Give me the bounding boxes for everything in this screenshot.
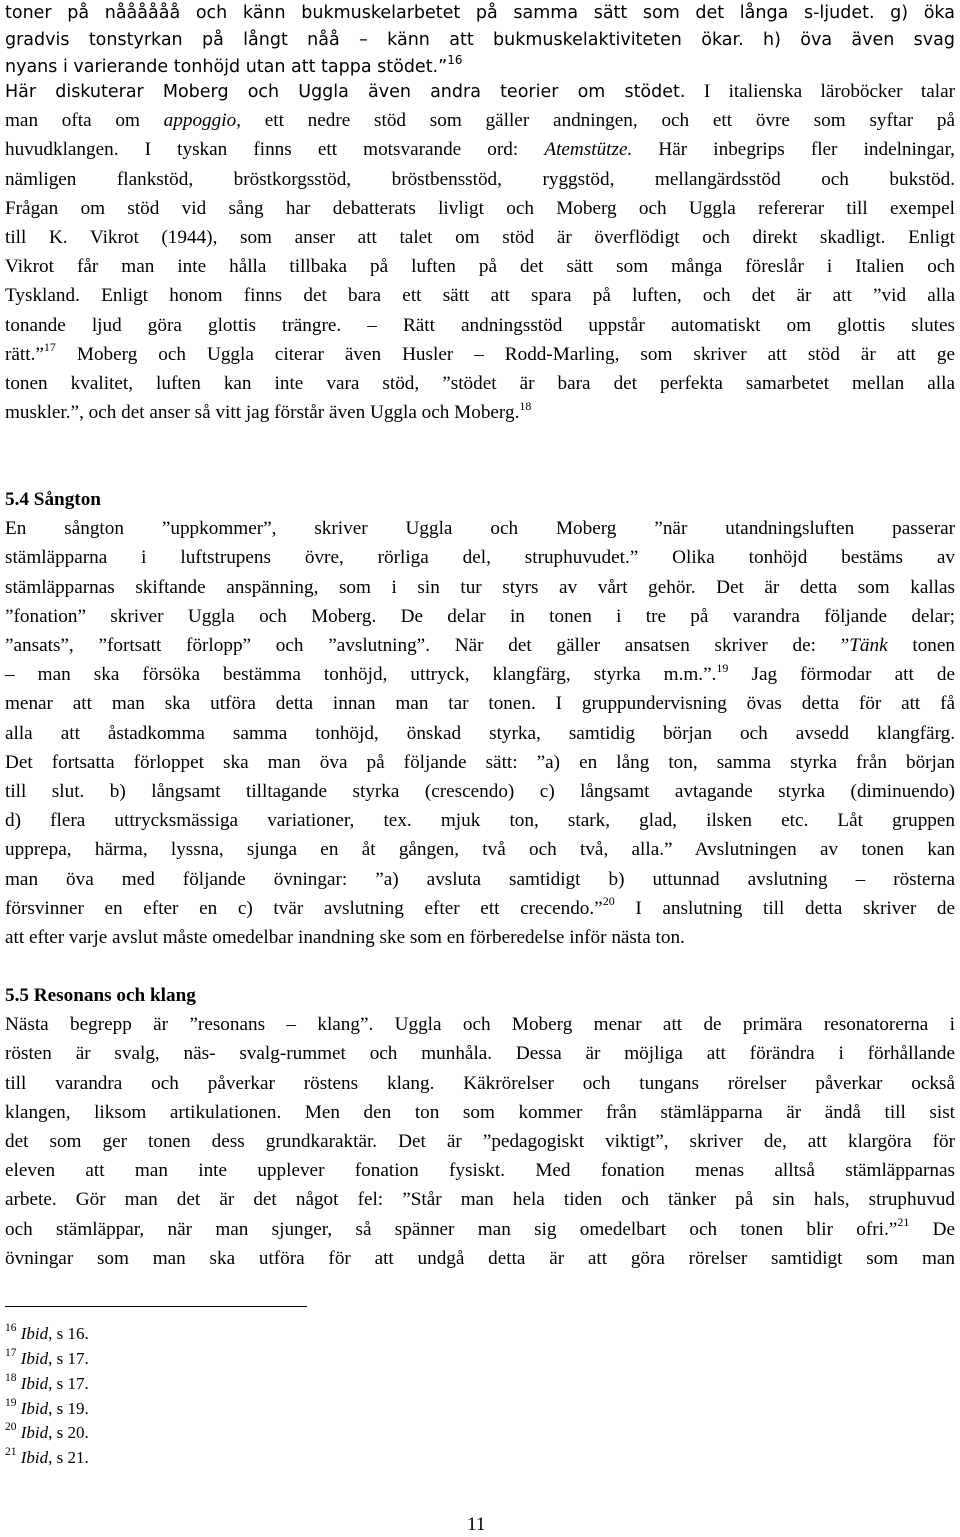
text-fragment: försvinner en efter en c) tvär avslutning efter ett crecendo.” <box>5 897 603 919</box>
footnote-number: 20 <box>5 1421 17 1434</box>
text-fragment: och stämläppar, när man sjunger, så spänner man sig omedelbart och tonen blir ofri.” <box>5 1218 898 1240</box>
text-line: Tyskland. Enligt honom finns det bara ett sätt att spara på luften, och det är att ”vid alla <box>5 285 955 307</box>
text-fragment: I anslutning till detta skriver de <box>614 897 955 919</box>
footnote <box>5 1420 89 1445</box>
text-fragment: – man ska försöka bestämma tonhöjd, uttryck, klangfärg, styrka m.m.”. <box>5 664 717 686</box>
footnote <box>5 1445 89 1470</box>
footnote <box>5 1346 89 1371</box>
section-heading: 5.4 Sångton <box>5 489 101 510</box>
text-line: rösten är svalg, näs- svalg-rummet och munhåla. Dessa är möjliga att förändra i förhållande <box>5 1043 955 1065</box>
text-line: Vikrot får man inte hålla tillbaka på luften på det sätt som många föreslår i Italien och <box>5 256 955 278</box>
text-line <box>5 1215 955 1244</box>
text-line: att efter varje avslut måste omedelbar inandning ske som en förberedelse inför nästa ton. <box>5 927 685 949</box>
text-line: tonen kvalitet, luften kan inte vara stöd, ”stödet är bara det perfekta samarbetet mellan alla <box>5 373 955 395</box>
text-line: Nästa begrepp är ”resonans – klang”. Uggla och Moberg menar att de primära resonatorerna i <box>5 1014 955 1036</box>
text-line: alla att åstadkomma samma tonhöjd, önskad styrka, samtidig början och avsedd klangfärg. <box>5 722 955 744</box>
text-line: gradvis tonstyrkan på långt nåå – känn att bukmuskelaktiviteten ökar. h) öva även svag <box>5 30 955 50</box>
footnote-text: , s 19. <box>48 1399 89 1418</box>
text-line: En sångton ”uppkommer”, skriver Uggla och Moberg ”när utandningsluften passerar <box>5 518 955 540</box>
footnote-text: , s 21. <box>48 1448 89 1467</box>
footnote-ibid: Ibid <box>20 1324 49 1343</box>
text-line: till slut. b) långsamt tilltagande styrka (crescendo) c) långsamt avtagande styrka (diminuendo) <box>5 781 955 803</box>
footnote-ref[interactable]: 16 <box>447 53 463 68</box>
footnote-ref[interactable]: 21 <box>897 1215 910 1230</box>
italic-term: Atemstütze. <box>544 139 633 161</box>
text-line: eleven att man inte upplever fonation fysiskt. Med fonation menas alltså stämläpparnas <box>5 1160 955 1182</box>
text-fragment: ”ansats”, ”fortsatt förlopp” och ”avslutning”. När det gäller ansatsen skriver de: ” <box>5 635 850 657</box>
footnote-ibid: Ibid <box>20 1399 49 1418</box>
text-line: stämläpparna i luftstrupens övre, rörliga del, struphuvudet.” Olika tonhöjd bestäms av <box>5 547 955 569</box>
text-fragment: man ofta om <box>5 110 164 132</box>
text-fragment: Jag förmodar att de <box>728 664 955 686</box>
text-fragment: I italienska läroböcker talar <box>703 81 955 102</box>
footnote-number: 17 <box>5 1347 17 1360</box>
text-fragment: nyans i varierande tonhöjd utan att tappa stödet.” <box>5 57 448 77</box>
footnote-number: 19 <box>5 1397 17 1410</box>
footnote-number: 18 <box>5 1372 17 1385</box>
text-line: arbete. Gör man det är det något fel: ”Står man hela tiden och tänker på sin hals, struphuvud <box>5 1189 955 1211</box>
footnote-ref[interactable]: 17 <box>43 340 56 355</box>
text-line <box>5 77 955 106</box>
text-line: d) flera uttrycksmässiga variationer, tex. mjuk ton, stark, glad, ilsken etc. Låt gruppen <box>5 810 955 832</box>
footnote <box>5 1396 89 1421</box>
text-line <box>5 106 955 135</box>
text-fragment: muskler.”, och det anser så vitt jag förstår även Uggla och Moberg. <box>5 402 520 424</box>
text-fragment: ett nedre stöd som gäller andningen, och ett övre som syftar på <box>240 110 955 132</box>
text-fragment: huvudklangen. I tyskan finns ett motsvarande ord: <box>5 139 545 161</box>
footnote-number: 21 <box>5 1446 17 1459</box>
text-fragment: Moberg och Uggla citerar även Husler – Rodd-Marling, som skriver att stöd är att ge <box>55 343 955 365</box>
text-line: nämligen flankstöd, bröstkorgsstöd, bröstbensstöd, ryggstöd, mellangärdsstöd och bukstöd. <box>5 168 955 190</box>
section-resonans <box>5 981 955 1273</box>
section-heading: 5.5 Resonans och klang <box>5 985 196 1006</box>
text-fragment: rätt.” <box>5 343 44 365</box>
text-line: ”fonation” skriver Uggla och Moberg. De delar in tonen i tre på varandra följande delar; <box>5 605 955 627</box>
section-sangton <box>5 485 955 952</box>
text-line: tonande ljud göra glottis trängre. – Rätt andningsstöd uppstår automatiskt om glottis slutes <box>5 314 955 336</box>
text-line: toner på nåååååå och känn bukmuskelarbetet på samma sätt som det långa s-ljudet. g) öka <box>5 3 955 23</box>
text-line <box>5 135 955 164</box>
text-line <box>5 660 955 689</box>
text-line: klangen, liksom artikulationen. Men den ton som kommer från stämläpparna är ändå till sist <box>5 1101 955 1123</box>
text-line: Det fortsatta förloppet ska man öva på följande sätt: ”a) en lång ton, samma styrka från början <box>5 751 955 773</box>
text-line: till varandra och påverkar röstens klang. Käkrörelser och tungans rörelser påverkar också <box>5 1072 955 1094</box>
footnote-separator <box>5 1306 307 1307</box>
text-line <box>5 398 955 427</box>
footnote-ibid: Ibid <box>20 1374 49 1393</box>
text-line: upprepa, härma, lyssna, sjunga en åt gången, två och två, alla.” Avslutningen av tonen kan <box>5 839 955 861</box>
text-line: menar att man ska utföra detta innan man tar tonen. I gruppundervisning övas detta för att få <box>5 693 955 715</box>
footnote-ibid: Ibid <box>20 1349 49 1368</box>
text-fragment: Här diskuterar Moberg och Uggla även andra teorier om stödet. <box>5 82 686 102</box>
footnote-number: 16 <box>5 1322 17 1335</box>
text-line <box>5 340 955 369</box>
text-line: övningar som man ska utföra för att undgå detta är att göra rörelser samtidigt som man <box>5 1247 955 1269</box>
footnote-ref[interactable]: 18 <box>519 398 532 413</box>
text-line: till K. Vikrot (1944), som anser att talet om stöd är överflödigt och direkt skadligt. Enligt <box>5 227 955 249</box>
text-fragment: De <box>909 1218 956 1240</box>
text-fragment: Här inbegrips fler indelningar, <box>632 139 955 161</box>
footnote <box>5 1321 89 1346</box>
footnote-ref[interactable]: 20 <box>602 894 615 909</box>
footnote-text: , s 17. <box>48 1349 89 1368</box>
footnote-text: , s 16. <box>48 1324 89 1343</box>
text-line: Frågan om stöd vid sång har debatterats livligt och Moberg och Uggla refererar till exempel <box>5 197 955 219</box>
italic-term: appoggio, <box>163 110 241 132</box>
text-line: man öva med följande övningar: ”a) avsluta samtidigt b) uttunnad avslutning – rösterna <box>5 868 955 890</box>
footnote-ibid: Ibid <box>20 1423 49 1442</box>
text-line <box>5 894 955 923</box>
page-number: 11 <box>467 1514 486 1535</box>
footnote-text: , s 17. <box>48 1374 89 1393</box>
footnote-ibid: Ibid <box>20 1448 49 1467</box>
text-line <box>5 631 955 660</box>
text-line: stämläpparnas skiftande anspänning, som i sin tur styrs av vårt gehör. Det är detta som kallas <box>5 576 955 598</box>
paragraph-support-theories <box>5 77 955 427</box>
text-fragment: tonen <box>887 635 956 657</box>
footnote <box>5 1371 89 1396</box>
footnote-ref[interactable]: 19 <box>716 660 729 675</box>
text-line: det som ger tonen dess grundkaraktär. Det är ”pedagogiskt viktigt”, skriver de, att klargöra för <box>5 1131 955 1153</box>
footnote-text: , s 20. <box>48 1423 89 1442</box>
paragraph-exercises <box>5 0 955 81</box>
italic-term: Tänk <box>849 635 888 657</box>
